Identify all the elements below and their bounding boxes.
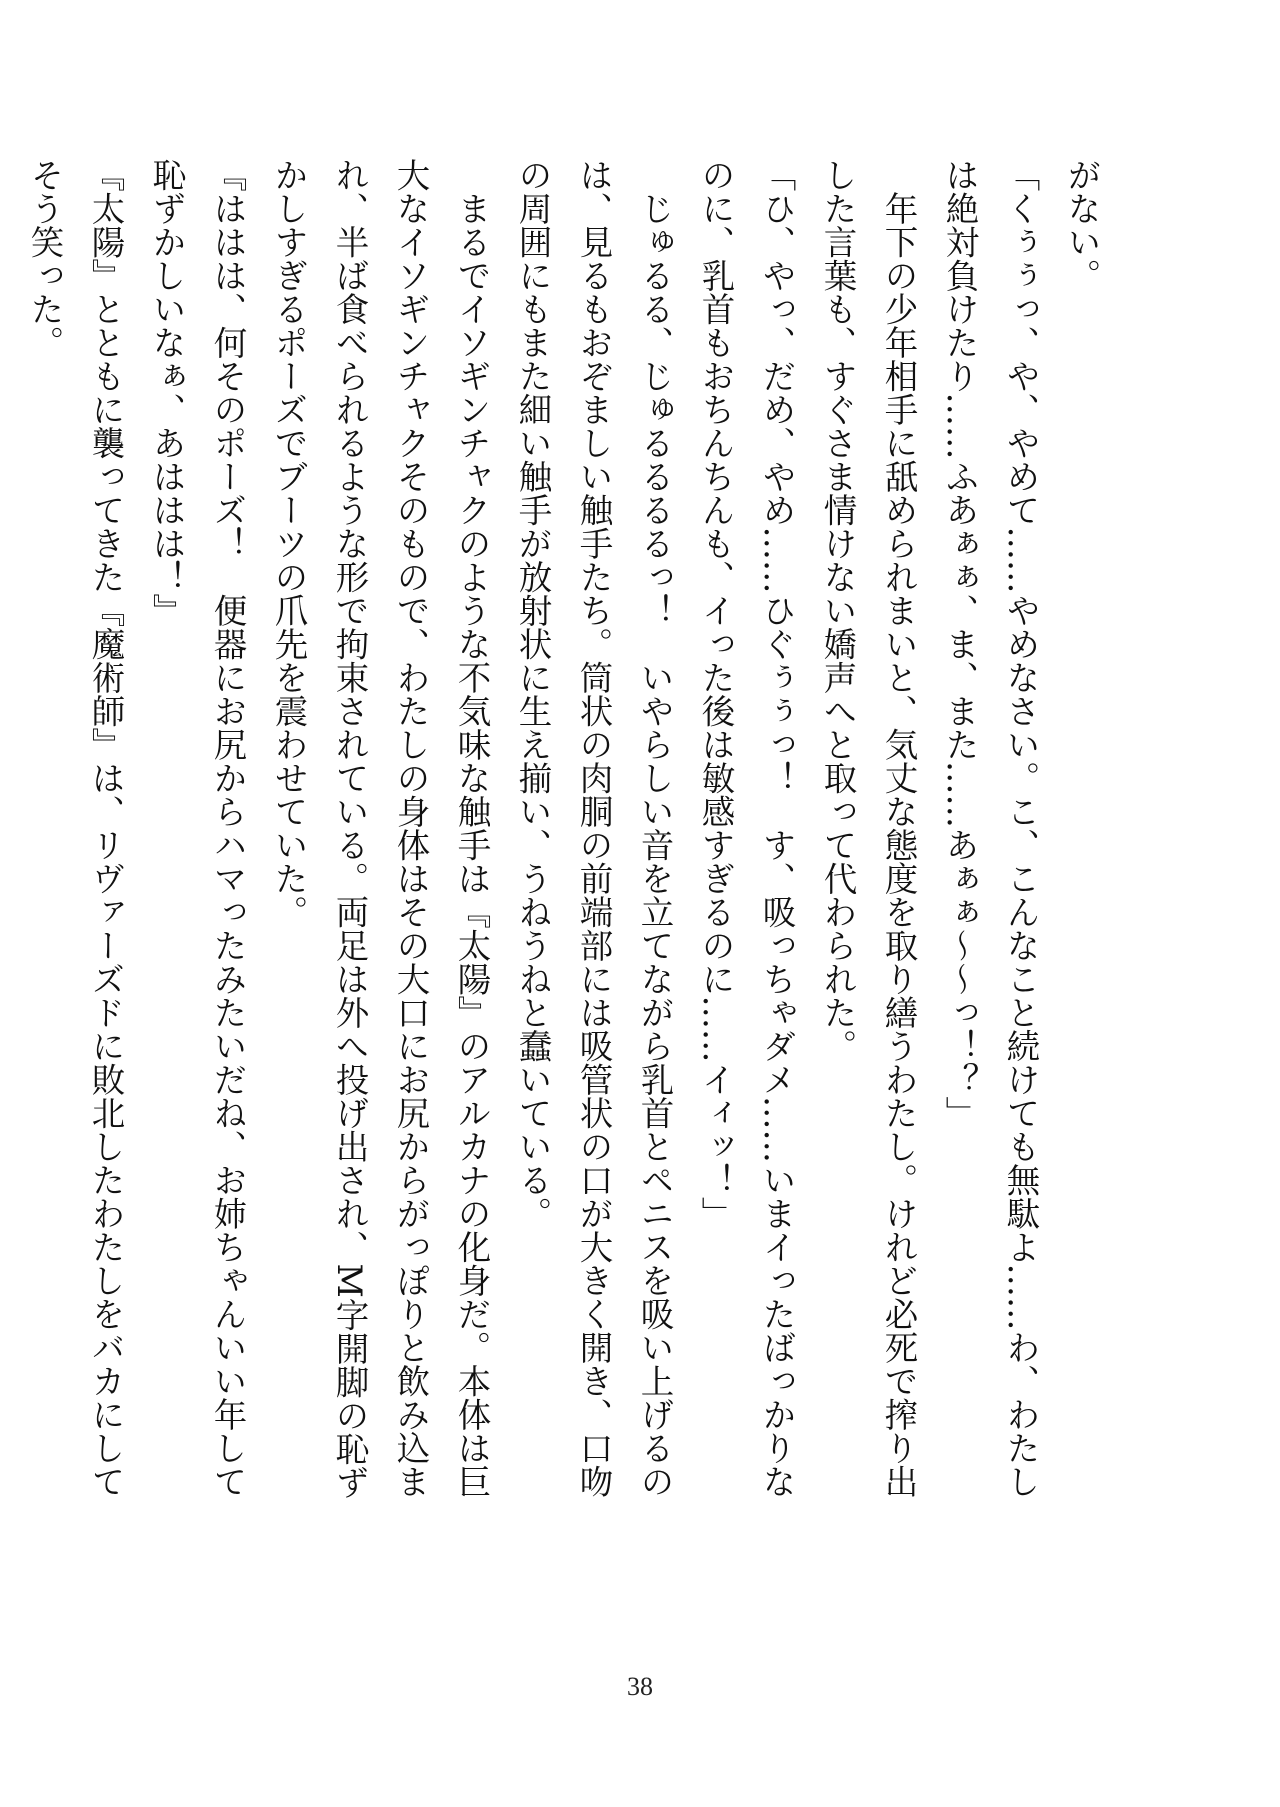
text-line: まるでイソギンチャクのような不気味な触手は『太陽』のアルカナの化身だ。本体は巨 (452, 158, 491, 1498)
text-line: そう笑った。 (25, 158, 64, 359)
text-line: は絶対負けたり……ふあぁぁ、ま、また……あぁぁ～～っ！？」 (940, 158, 979, 1130)
page-number: 38 (627, 1672, 653, 1701)
text-line: かしすぎるポーズでブーツの爪先を震わせていた。 (269, 158, 308, 929)
text-line: は、見るもおぞましい触手たち。筒状の肉胴の前端部には吸管状の口が大きく開き、口吻 (574, 158, 613, 1498)
text-line: 「ひ、やっ、だめ、やめ……ひぐぅぅっ！ す、吸っちゃダメ……いまイったばっかりな (757, 158, 796, 1498)
text-line: 大なイソギンチャクそのもので、わたしの身体はその大口にお尻からがっぽりと飲み込ま (391, 158, 430, 1498)
text-line: 『太陽』とともに襲ってきた『魔術師』は、リヴァーズドに敗北したわたしをバカにして (86, 158, 125, 1498)
text-line: れ、半ば食べられるような形で拘束されている。両足は外へ投げ出され、M字開脚の恥ず (330, 158, 369, 1499)
text-line: した言葉も、すぐさま情けない嬌声へと取って代わられた。 (818, 158, 857, 1063)
text-line: の周囲にもまた細い触手が放射状に生え揃い、うねうねと蠢いている。 (513, 158, 552, 1230)
text-line: 『ははは、何そのポーズ！ 便器にお尻からハマったみたいだね、お姉ちゃんいい年して (208, 158, 247, 1498)
vertical-text-body (14, 158, 1112, 1608)
text-line: 「くぅぅっ、や、やめて……やめなさい。こ、こんなこと続けても無駄よ……わ、わたし (1001, 158, 1040, 1498)
text-line: 年下の少年相手に舐められまいと、気丈な態度を取り繕うわたし。けれど必死で搾り出 (879, 158, 918, 1498)
text-line: がない。 (1062, 158, 1101, 292)
text-line: じゅるる、じゅるるるるっ！ いやらしい音を立てながら乳首とペニスを吸い上げるの (635, 158, 674, 1498)
text-line: のに、乳首もおちんちんも、イった後は敏感すぎるのに……イィッ！」 (696, 158, 735, 1230)
text-line: 恥ずかしいなぁ、あははは！』 (147, 158, 186, 627)
